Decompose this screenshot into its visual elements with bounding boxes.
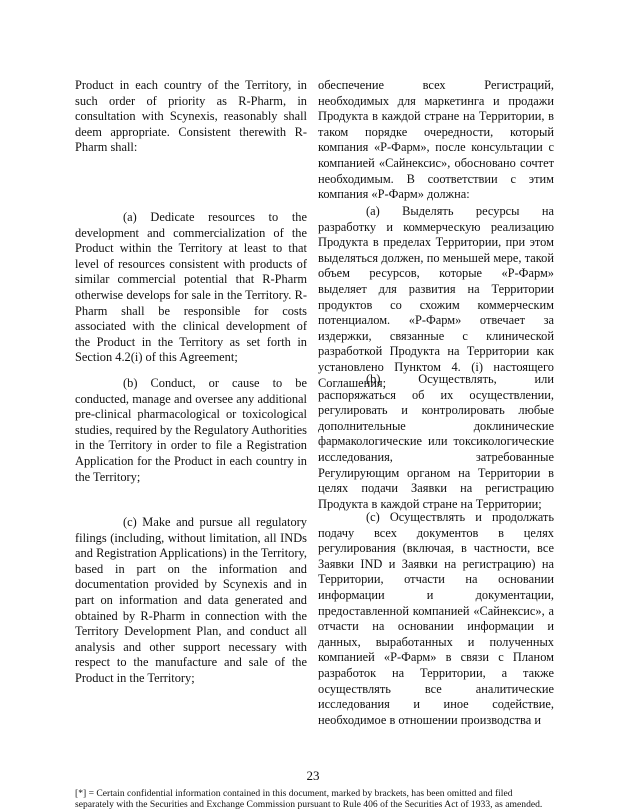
right-paragraph-intro: обеспечение всех Регистраций, необходимых для маркетинга и продажи Продукта в каждой стране на Территории, в таком порядке очередности, который компания «Р-Фарм», после консультации с компанией «Сайнексис», обосновано сочтет необходимым. В соответствии с этим компания «Р-Фарм» должна:: [318, 78, 554, 202]
page-number: 23: [306, 768, 320, 783]
left-paragraph-b: (b) Conduct, or cause to be conducted, manage and oversee any additional pre-clinical pharmacological or toxicological studies, required by the Regulatory Authorities in the Territory in order to file a Registration Application for the Product in each country in the Territory;: [75, 376, 307, 484]
left-paragraph-intro: Product in each country of the Territory, in such order of priority as R-Pharm, in consultation with Scynexis, reasonably shall deem appropriate. Consistent therewith R-Pharm shall:: [75, 78, 307, 155]
right-paragraph-a: (а) Выделять ресурсы на разработку и коммерческую реализацию Продукта в пределах Территории, при этом выделяться должен, по меньшей мере, такой объем ресурсов, которые «Р-Фарм» выделяет для развития на Территории продуктов со схожим коммерческим потенциалом. «Р-Фарм» отвечает за издержки, связанные с клинической разработкой Продукта на Территории как установлено Пунктом 4. (i) настоящего Соглашения;: [318, 204, 554, 390]
right-paragraph-b: (b) Осуществлять, или распоряжаться об их осуществлении, регулировать и контролировать любые дополнительные доклинические фармакологические или токсикологические исследования, затребованные Регулирующим органом на Территории в целях подачи Заявки на регистрацию Продукта в каждой стране на Территории;: [318, 372, 554, 511]
confidentiality-footnote: [*] = Certain confidential information contained in this document, marked by brackets, has been omitted and filed separately with the Securities and Exchange Commission pursuant to Rule 406 of the Securities Act of 1933, as amended.: [75, 788, 543, 810]
left-paragraph-c: (c) Make and pursue all regulatory filings (including, without limitation, all INDs and Registration Applications) in the Territory, based in part on the information and documentation provided by Scynexis and in part on information and data generated and obtained by R-Pharm in connection with the Territory Development Plan, and conduct all analysis and other support necessary with respect to the manufacture and sale of the Product in the Territory;: [75, 515, 307, 685]
left-paragraph-a: (a) Dedicate resources to the development and commercialization of the Product within the Territory at least to that level of resources consistent with products of similar commercial potential that R-Pharm otherwise develops for sale in the Territory. R-Pharm shall be responsible for costs associated with the clinical development of the Product in the Territory as set forth in Section 4.2(i) of this Agreement;: [75, 210, 307, 365]
right-paragraph-c: (с) Осуществлять и продолжать подачу всех документов в целях регулирования (включая, в частности, все Заявки IND и Заявки на регистрацию) на Территории, отчасти на основании информации и документации, предоставленной компанией «Сайнексис», а отчасти на основании информации и данных, выработанных и полученных компанией «Р-Фарм» в связи с Планом разработок на Территории, а также осуществлять все аналитические исследования и иное содействие, необходимое в отношении производства и: [318, 510, 554, 727]
